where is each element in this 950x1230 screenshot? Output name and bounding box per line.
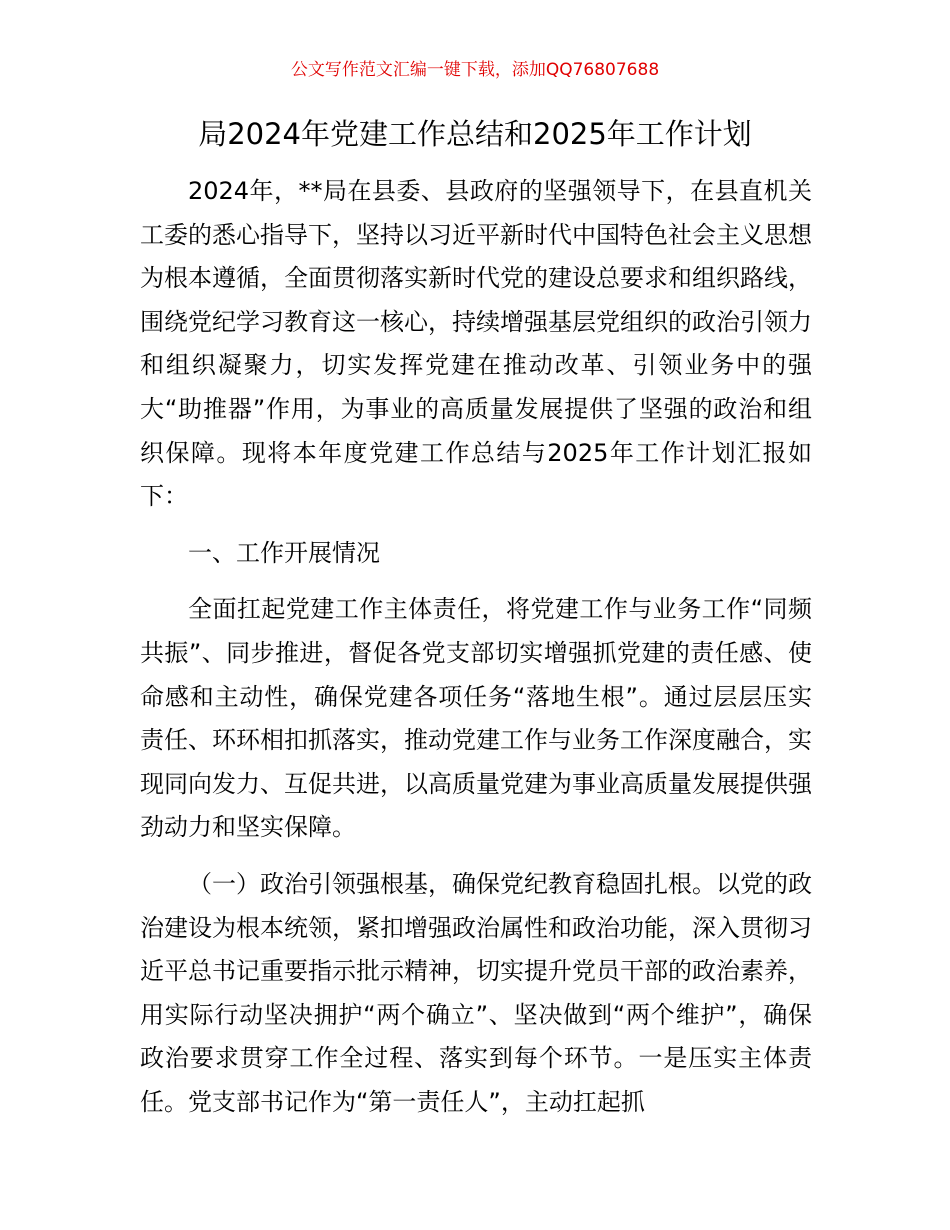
download-notice-header: 公文写作范文汇编一键下载，添加QQ76807688	[290, 60, 660, 80]
document-title: 局2024年党建工作总结和2025年工作计划	[198, 117, 752, 151]
subsection-paragraph-political-guidance: （一）政治引领强根基，确保党纪教育稳固扎根。以党的政治建设为根本统领，紧扣增强政治属性和政治功能，深入贯彻习近平总书记重要指示批示精神，切实提升党员干部的政治素养，用实际行动坚决拥护“两个确立”、坚决做到“两个维护”，确保政治要求贯穿工作全过程、落实到每个环节。一是压实主体责任。党支部书记作为“第一责任人”，主动扛起抓	[140, 869, 812, 1116]
document-body	[140, 170, 812, 1124]
intro-paragraph: 2024年，**局在县委、县政府的坚强领导下，在县直机关工委的悉心指导下，坚持以习近平新时代中国特色社会主义思想为根本遵循，全面贯彻落实新时代党的建设总要求和组织路线，围绕党纪学习教育这一核心，持续增强基层党组织的政治引领力和组织凝聚力，切实发挥党建在推动改革、引领业务中的强大“助推器”作用，为事业的高质量发展提供了坚强的政治和组织保障。现将本年度党建工作总结与2025年工作计划汇报如下：	[140, 177, 812, 511]
section-heading-work-progress: 一、工作开展情况	[188, 538, 380, 567]
section-body-paragraph: 全面扛起党建工作主体责任，将党建工作与业务工作“同频共振”、同步推进，督促各党支部切实增强抓党建的责任感、使命感和主动性，确保党建各项任务“落地生根”。通过层层压实责任、环环相扣抓落实，推动党建工作与业务工作深度融合，实现同向发力、互促共进，以高质量党建为事业高质量发展提供强劲动力和坚实保障。	[140, 595, 812, 842]
